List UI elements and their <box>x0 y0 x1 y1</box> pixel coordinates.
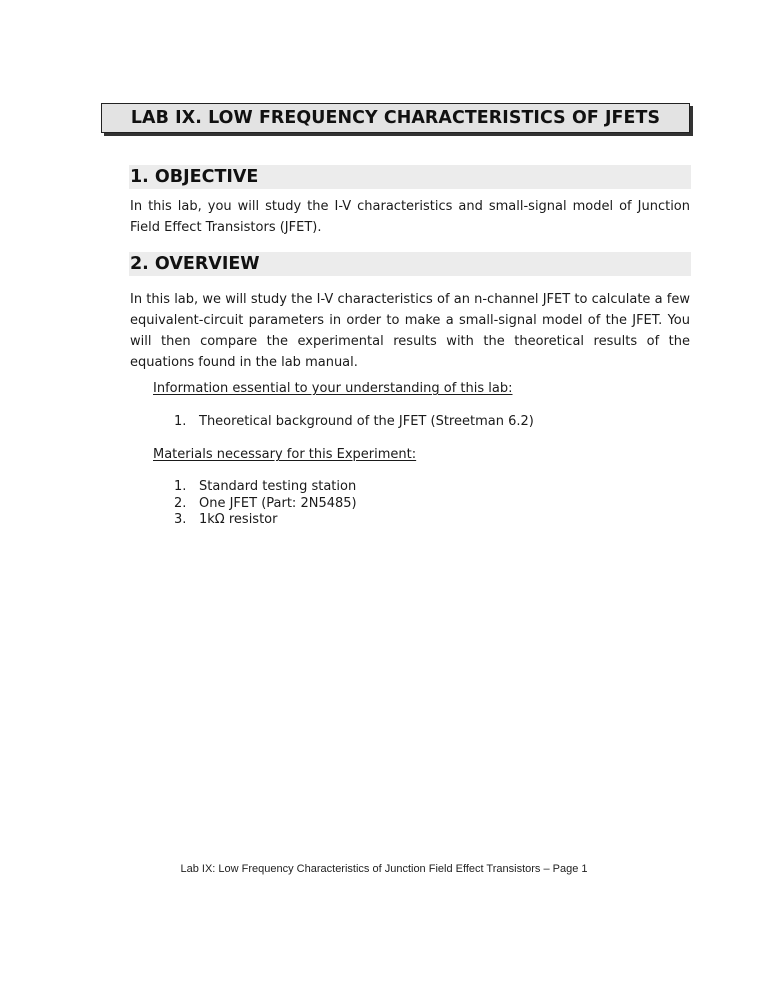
list-item-number: 1. <box>174 479 187 494</box>
section-heading-objective-text: 1. OBJECTIVE <box>130 167 259 187</box>
materials-heading: Materials necessary for this Experiment: <box>153 447 417 462</box>
list-item-number: 3. <box>174 512 187 527</box>
document-title-box <box>101 103 690 133</box>
list-item-number: 1. <box>174 414 187 429</box>
section-heading-overview-text: 2. OVERVIEW <box>130 254 260 274</box>
section-heading-objective <box>129 165 691 189</box>
list-item <box>174 414 534 431</box>
list-item <box>174 512 357 529</box>
page-footer: Lab IX: Low Frequency Characteristics of Junction Field Effect Transistors – Page 1 <box>180 863 588 875</box>
info-essential-list <box>174 414 534 431</box>
list-item-text: Standard testing station <box>199 479 357 494</box>
document-title: LAB IX. LOW FREQUENCY CHARACTERISTICS OF JFETS <box>130 108 661 128</box>
list-item-number: 2. <box>174 495 187 511</box>
list-item <box>174 496 357 513</box>
list-item-text: Theoretical background of the JFET (Streetman 6.2) <box>199 414 534 429</box>
materials-list <box>174 479 357 529</box>
list-item-text: 1kΩ resistor <box>199 512 278 527</box>
objective-paragraph: In this lab, you will study the I-V characteristics and small-signal model of Junction Field Effect Transistors (JFET). <box>130 199 690 235</box>
list-item <box>174 479 357 496</box>
section-heading-overview <box>129 252 691 276</box>
overview-paragraph: In this lab, we will study the I-V characteristics of an n-channel JFET to calculate a few equivalent-circuit parameters in order to make a small-signal model of the JFET. You will then compare the experimental results with the theoretical results of the equations found in the lab manual. <box>130 292 690 370</box>
info-essential-heading: Information essential to your understanding of this lab: <box>153 381 513 396</box>
list-item-text: One JFET (Part: 2N5485) <box>199 495 357 511</box>
